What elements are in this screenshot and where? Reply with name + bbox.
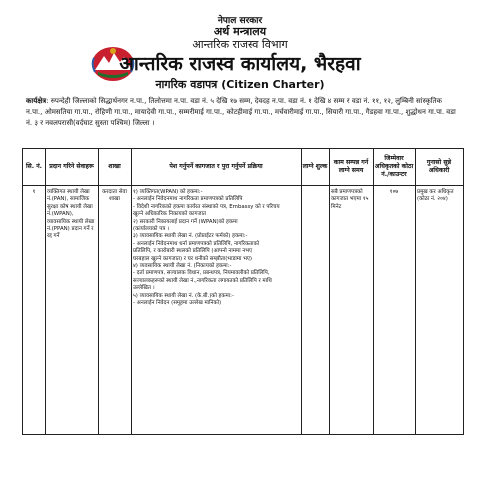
department-heading: आन्तरिक राजस्व विभाग xyxy=(192,38,288,51)
procedure-line: प्रतिलिपि, र कारोबारी स्थलको प्रतिलिपि (आफ्नो नाममा नभए xyxy=(133,248,253,255)
procedure-line: - अनलाईन निवेदनमाथ धर्ना प्रमाणपत्रको प्रतिलिपि, नागरिकताको xyxy=(133,240,260,247)
work-area-label: कार्यक्षेत्र xyxy=(26,97,47,105)
header-branch: शाखा xyxy=(108,163,121,170)
work-area-text xyxy=(26,96,456,129)
procedure-line: घरबहाल खुल्ने कागजात) र घर धनीको सम्झौता(भाडामा भए) xyxy=(133,255,252,262)
procedure-line: सञ्चालकहरूको स्थायी लेखा नं.,नागरिकता लगायतको प्रतिलिपि र माथि xyxy=(133,277,272,284)
row-service: व्यक्तिगत स्थायी लेखा नं.(PAN), सामाजिक सुरक्षा कोष स्थायी लेखा नं.(WPAN), व्यावसायिक स्थायी लेखा नं.(PPAN) प्रदान गर्ने र रद्द गर्ने xyxy=(47,189,95,240)
row-room: १०७ xyxy=(389,189,399,195)
row-grievance: प्रमुख कर अधिकृत (कोठा नं. २०४) xyxy=(417,189,454,203)
header-serial: सि. नं. xyxy=(25,163,43,170)
work-area-description: : रुपन्देही जिल्लाको सिद्धार्थनगर न.पा., तिलोत्तमा न.पा. वडा नं. ५ देखि १७ सम्म, देवदह न.पा. वडा नं. १ देखि ४ सम्म र वडा नं. ११, १२, लुम्बिनी सांस्कृतिक न.पा., ओमसतिया गा.पा., रोहिणी गा.पा., मायादेवी गा.पा., सम्मरीमाई गा.पा., कोटहीमाई गा.पा., मर्चवारीमाई गा.पा., सियारी गा.पा., गैडहवा गा.पा., शुद्धोधन गा.पा. वडा नं. ३ र नवलपरासी(वर्दघाट सुस्ता पश्चिम) जिल्ला । xyxy=(26,97,456,127)
header-fee: लाग्ने शुल्क xyxy=(302,163,328,170)
row-serial: १ xyxy=(32,189,36,195)
header-room: जिम्मेवार अधिकृतको कोठा नं./काउन्टर xyxy=(374,155,414,178)
procedure-line: - अनलाईन निवेदनमाथ नागरिकता प्रमाणपत्रको प्रतिलिपि xyxy=(133,196,243,203)
row-procedures xyxy=(131,189,301,308)
government-heading: नेपाल सरकार xyxy=(217,16,263,26)
procedure-line: - दर्ता प्रमाणपत्र, सञ्चालक विधान, प्रबन्धपत्र, नियमावलीको प्रतिलिपि, xyxy=(133,270,270,277)
procedure-line: १) व्यक्तिगत(WPAN) को हकमा:- xyxy=(133,189,203,195)
procedure-line: उल्लेखित । xyxy=(133,285,155,292)
row-time: सबै प्रमाणपत्रको कागजात भएमा १५ मिनेट xyxy=(331,189,369,210)
procedure-line: खुल्ने अधिकारिक निकायको कागजात xyxy=(133,211,206,218)
header-time: काम सम्पन्न गर्न लाग्ने समय xyxy=(333,159,369,174)
procedure-line: २) सरकारी निकायलाई प्रदान गर्ने (WPAN)को हकमा xyxy=(133,218,238,225)
service-table xyxy=(22,148,464,435)
office-title: आन्तरिक राजस्व कार्यालय, भैरहवा xyxy=(119,53,361,75)
procedure-line: ३) व्यावसायिक स्थायी लेखा नं. (प्रोप्राईटर फर्मको) हकमा:- xyxy=(133,233,248,240)
citizen-charter-title: नागरिक वडापत्र (Citizen Charter) xyxy=(155,78,325,91)
header-grievance: गुनासो सुन्ने अधिकारी xyxy=(426,159,452,174)
procedure-line: ५) व्यावसायिक स्थायी लेखा नं. (के.बी.)को हकमा:- xyxy=(133,292,234,299)
procedure-line: - अनलाईन निवेदन (समूहमा उल्लेख मानिको) xyxy=(133,300,222,307)
header-services: प्रदान गरिने सेवाहरू xyxy=(49,163,94,170)
procedure-line: (कार्यालयको पत्र । xyxy=(133,226,169,233)
row-branch: करदाता सेवा शाखा xyxy=(102,189,127,203)
procedure-line: ४) व्यवसायिक स्थायी लेखा नं. (निकायको हकमा:- xyxy=(133,263,232,270)
procedure-line: - विदेशी नागरिकको हकमा कार्यरत संस्थाको पत्र, Embassy को र परिचय xyxy=(133,203,280,210)
header-documents: पेश गर्नुपर्ने कागजात र पुरा गर्नुपर्ने प्रक्रिया xyxy=(169,163,263,170)
ministry-heading: अर्थ मन्त्रालय xyxy=(213,25,267,38)
